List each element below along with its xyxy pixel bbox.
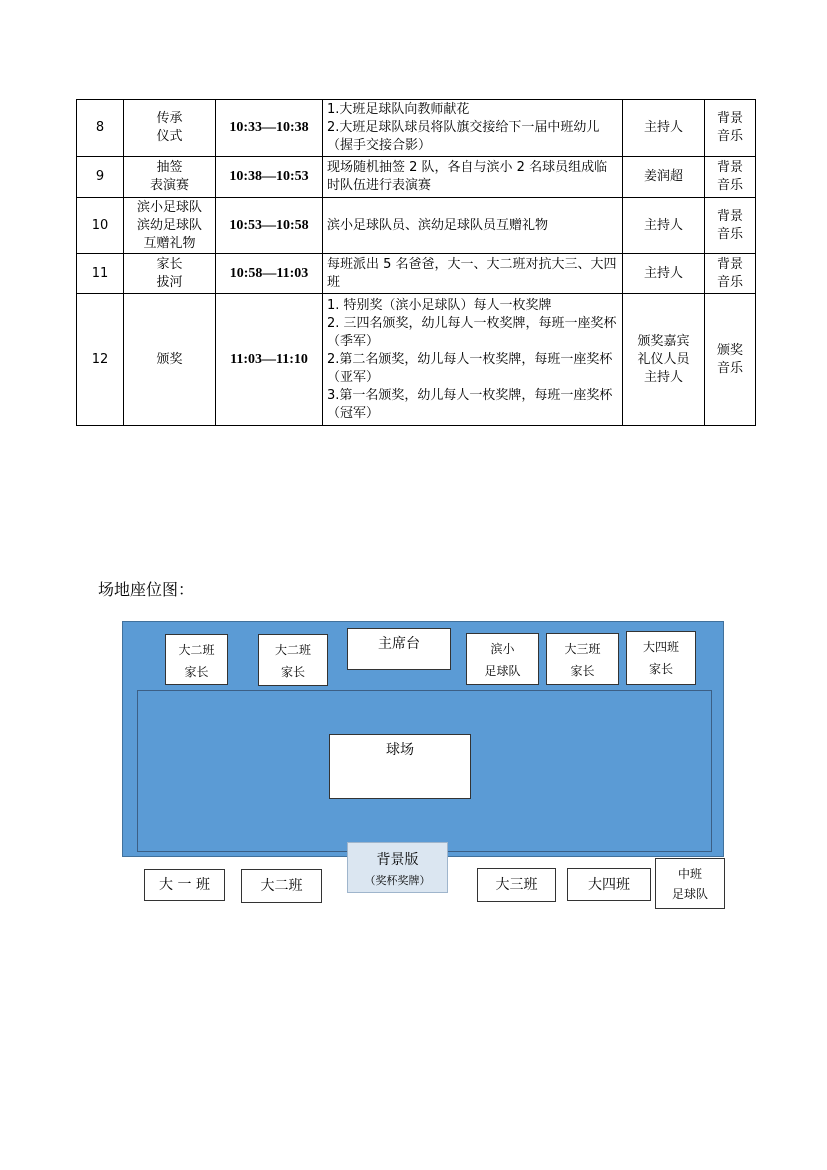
row-item-name: 滨小足球队 滨幼足球队 互赠礼物 — [124, 198, 216, 254]
row-content: 现场随机抽签 2 队，各自与滨小 2 名球员组成临时队伍进行表演赛 — [323, 157, 623, 198]
binxiao-team-seat: 滨小 足球队 — [466, 633, 539, 685]
row-item-name: 传承 仪式 — [124, 100, 216, 157]
row-content: 1.大班足球队向教师献花 2.大班足球队球员将队旗交接给下一届中班幼儿（握手交接合影） — [323, 100, 623, 157]
row-content: 1. 特别奖（滨小足球队）每人一枚奖牌 2. 三四名颁奖，幼儿每人一枚奖牌，每班一座奖杯（季军） 2.第二名颁奖，幼儿每人一枚奖牌，每班一座奖杯（亚军） 3.第一名颁奖，幼儿每人一枚奖牌，每班一座奖杯（冠军） — [323, 294, 623, 426]
row-number: 10 — [77, 198, 124, 254]
row-time: 10:58—11:03 — [216, 254, 323, 294]
row-content: 滨小足球队员、滨幼足球队员互赠礼物 — [323, 198, 623, 254]
row-person: 姜润超 — [623, 157, 705, 198]
class2-seat: 大二班 — [241, 869, 322, 903]
class4-parents-seat: 大四班 家长 — [626, 631, 696, 685]
backboard — [347, 842, 448, 893]
row-person: 主持人 — [623, 198, 705, 254]
backboard-label: 背景版 — [376, 852, 419, 868]
row-person: 主持人 — [623, 100, 705, 157]
row-time: 11:03—11:10 — [216, 294, 323, 426]
row-time: 10:38—10:53 — [216, 157, 323, 198]
table-row — [77, 100, 756, 157]
row-number: 9 — [77, 157, 124, 198]
row-music: 背景 音乐 — [705, 254, 756, 294]
row-music: 颁奖 音乐 — [705, 294, 756, 426]
middle-class-team-seat: 中班 足球队 — [655, 858, 725, 909]
pitch-label: 球场 — [329, 734, 471, 799]
row-item-name: 抽签 表演赛 — [124, 157, 216, 198]
row-time: 10:33—10:38 — [216, 100, 323, 157]
class1-seat: 大 一 班 — [144, 869, 225, 901]
rostrum-seat: 主席台 — [347, 628, 451, 670]
row-number: 11 — [77, 254, 124, 294]
row-time: 10:53—10:58 — [216, 198, 323, 254]
row-item-name: 家长 拔河 — [124, 254, 216, 294]
row-item-name: 颁奖 — [124, 294, 216, 426]
class2-parents-seat-b: 大二班 家长 — [258, 634, 328, 686]
backboard-note: （奖杯奖牌） — [364, 874, 431, 887]
row-music: 背景 音乐 — [705, 198, 756, 254]
class4-seat: 大四班 — [567, 868, 651, 901]
table-row — [77, 198, 756, 254]
class2-parents-seat-a: 大二班 家长 — [165, 634, 228, 685]
row-music: 背景 音乐 — [705, 100, 756, 157]
seating-chart-title: 场地座位图： — [98, 580, 195, 599]
row-music: 背景 音乐 — [705, 157, 756, 198]
class3-seat: 大三班 — [477, 868, 556, 902]
schedule-table — [76, 99, 756, 426]
class3-parents-seat: 大三班 家长 — [546, 633, 619, 685]
row-person: 颁奖嘉宾 礼仪人员 主持人 — [623, 294, 705, 426]
row-person: 主持人 — [623, 254, 705, 294]
table-row — [77, 157, 756, 198]
row-number: 12 — [77, 294, 124, 426]
table-row — [77, 294, 756, 426]
row-number: 8 — [77, 100, 124, 157]
table-row — [77, 254, 756, 294]
row-content: 每班派出 5 名爸爸，大一、大二班对抗大三、大四班 — [323, 254, 623, 294]
